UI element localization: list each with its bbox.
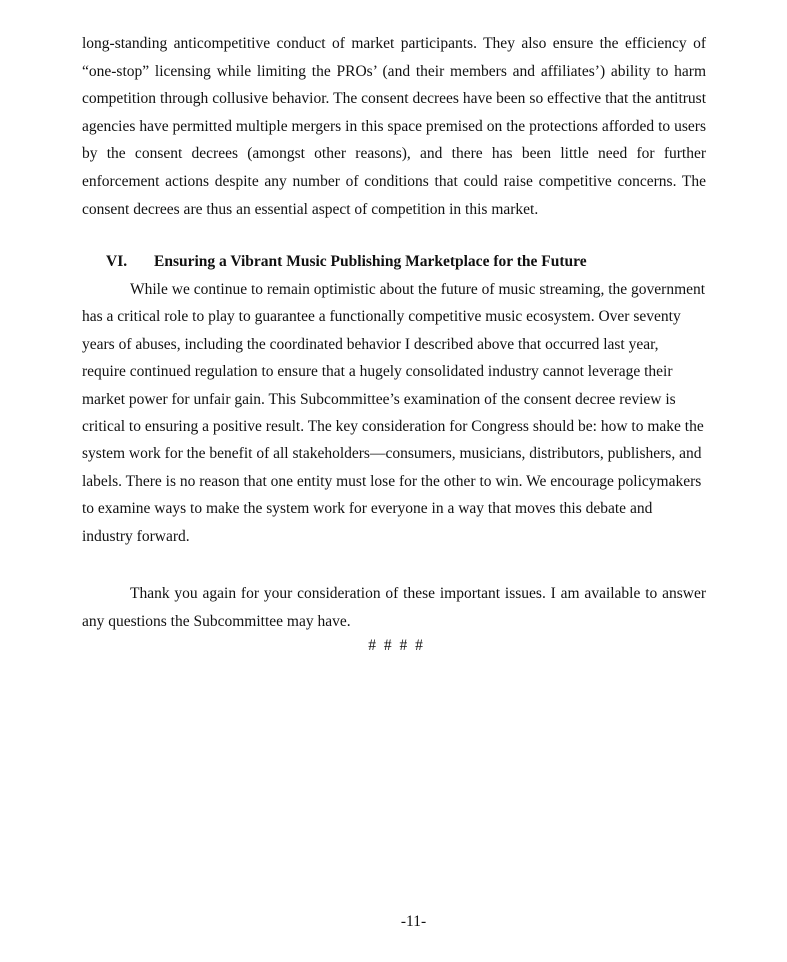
- body-paragraph-vibrant-marketplace: While we continue to remain optimistic about the future of music streaming, the government has a critical role to play to guarantee a functionally competitive music ecosystem. Over seventy years of abuses, including the coordinated behavior I described above that occurred last year, require continued regulation to ensure that a hugely consolidated industry cannot leverage their market power for unfair gain. This Subcommittee’s examination of the consent decree review is critical to ensuring a positive result. The key consideration for Congress should be: how to make the system work for the benefit of all stakeholders—consumers, musicians, distributors, publishers, and labels. There is no reason that one entity must lose for the other to win. We encourage policymakers to examine ways to make the system work for everyone in a way that moves this debate and industry forward.: [82, 281, 706, 545]
- closing-paragraph: Thank you again for your consideration of these important issues. I am available to answer any questions the Subcommittee may have.: [82, 585, 706, 630]
- section-heading: [106, 253, 587, 271]
- page-number: -11-: [400, 913, 427, 930]
- body-paragraph-consent-decrees: long-standing anticompetitive conduct of market participants. They also ensure the efficiency of “one-stop” licensing while limiting the PROs’ (and their members and affiliates’) ability to harm competition through collusive behavior. The consent decrees have been so effective that the antitrust agencies have permitted multiple mergers in this space premised on the protections afforded to users by the consent decrees (amongst other reasons), and there has been little need for further enforcement actions despite any number of conditions that could raise competitive concerns. The consent decrees are thus an essential aspect of competition in this market.: [82, 35, 706, 218]
- section-number: VI.: [106, 253, 128, 270]
- end-of-document-mark: # # # #: [368, 637, 425, 654]
- section-title: Ensuring a Vibrant Music Publishing Marketplace for the Future: [154, 253, 587, 270]
